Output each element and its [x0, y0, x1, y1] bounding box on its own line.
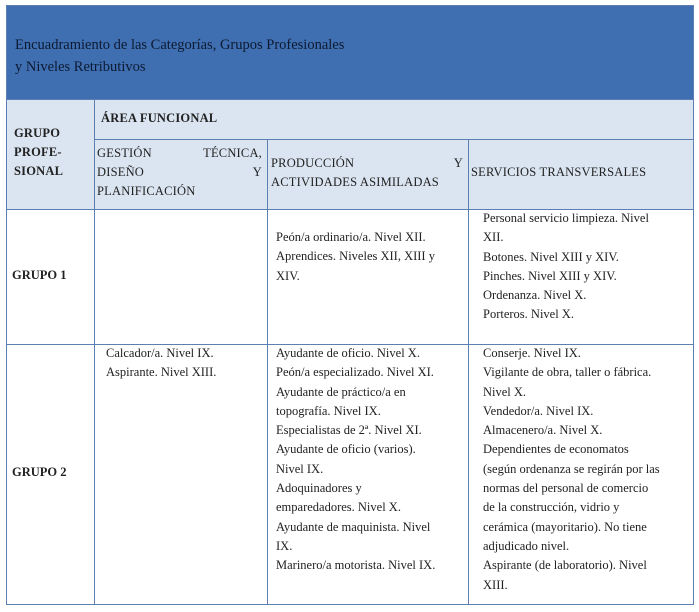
header-servicios-transversales: SERVICIOS TRANSVERSALES: [471, 165, 647, 179]
grupo-2-servicios: [483, 344, 678, 595]
grupo-1-produccion: [276, 228, 460, 286]
list-item: Nivel X.: [483, 384, 527, 399]
list-item: topografía. Nivel IX.: [276, 403, 381, 418]
list-item: Vendedor/a. Nivel IX.: [483, 403, 594, 418]
list-item: de la construcción, vidrio y: [483, 500, 620, 515]
header-word: DISEÑO: [97, 165, 145, 179]
header-word: TÉCNICA,: [203, 146, 262, 160]
list-item: Ayudante de práctico/a en: [276, 384, 406, 399]
table-title: [7, 6, 693, 99]
list-item: Botones. Nivel XIII y XIV.: [483, 249, 619, 264]
list-item: Dependientes de economatos: [483, 442, 629, 457]
header-grupo-line: SIONAL: [14, 164, 64, 178]
list-item: Aspirante (de laboratorio). Nivel: [483, 558, 647, 573]
list-item: normas del personal de comercio: [483, 481, 649, 496]
header-word: Y: [453, 156, 463, 170]
header-word: GESTIÓN: [97, 146, 152, 160]
list-item: Marinero/a motorista. Nivel IX.: [276, 558, 436, 573]
list-item: Ayudante de oficio. Nivel X.: [276, 346, 420, 360]
list-item: Peón/a especializado. Nivel XI.: [276, 365, 434, 380]
list-item: Porteros. Nivel X.: [483, 307, 574, 322]
list-item: Calcador/a. Nivel IX.: [106, 346, 214, 360]
list-item: Almacenero/a. Nivel X.: [483, 423, 603, 438]
list-item: Adoquinadores y: [276, 481, 362, 496]
header-word: PLANIFICACIÓN: [97, 184, 196, 198]
header-word: Y: [252, 165, 262, 179]
list-item: Peón/a ordinario/a. Nivel XII.: [276, 230, 426, 244]
list-item: XIII.: [483, 577, 508, 592]
header-word: ACTIVIDADES ASIMILADAS: [271, 175, 439, 189]
grupo-1-servicios: [483, 209, 678, 325]
list-item: Vigilante de obra, taller o fábrica.: [483, 365, 652, 380]
list-item: IX.: [276, 538, 293, 553]
table-title-line-1: Encuadramiento de las Categorías, Grupos Profesionales: [15, 37, 345, 53]
row-label-grupo-1: GRUPO 1: [12, 268, 67, 282]
header-grupo-profesional: [14, 124, 92, 181]
header-produccion: [271, 154, 463, 192]
list-item: adjudicado nivel.: [483, 538, 570, 553]
list-item: Nivel IX.: [276, 461, 324, 476]
list-item: Ayudante de maquinista. Nivel: [276, 519, 431, 534]
list-item: Aprendices. Niveles XII, XIII y: [276, 249, 435, 264]
list-item: XII.: [483, 230, 504, 245]
list-item: Pinches. Nivel XIII y XIV.: [483, 268, 617, 283]
header-word: PRODUCCIÓN: [271, 156, 355, 170]
header-area-funcional: ÁREA FUNCIONAL: [101, 111, 218, 125]
list-item: Ordenanza. Nivel X.: [483, 288, 587, 303]
list-item: cerámica (mayoritario). No tiene: [483, 519, 647, 534]
list-item: Ayudante de oficio (varios).: [276, 442, 416, 457]
list-item: Aspirante. Nivel XIII.: [106, 365, 217, 380]
list-item: emparedadores. Nivel X.: [276, 500, 401, 515]
list-item: Especialistas de 2ª. Nivel XI.: [276, 423, 422, 438]
list-item: (según ordenanza se regirán por las: [483, 461, 660, 476]
header-grupo-line: PROFE-: [14, 145, 62, 159]
list-item: Personal servicio limpieza. Nivel: [483, 211, 649, 225]
list-item: XIV.: [276, 268, 300, 283]
table-title-line-2: y Niveles Retributivos: [15, 59, 146, 75]
header-grupo-line: GRUPO: [14, 126, 61, 140]
grupo-2-gestion: [106, 344, 264, 383]
row-label-grupo-2: GRUPO 2: [12, 465, 67, 479]
list-item: Conserje. Nivel IX.: [483, 346, 581, 360]
grupo-2-produccion: [276, 344, 460, 576]
category-table: [6, 5, 694, 605]
header-gestion-tecnica: [97, 144, 262, 201]
